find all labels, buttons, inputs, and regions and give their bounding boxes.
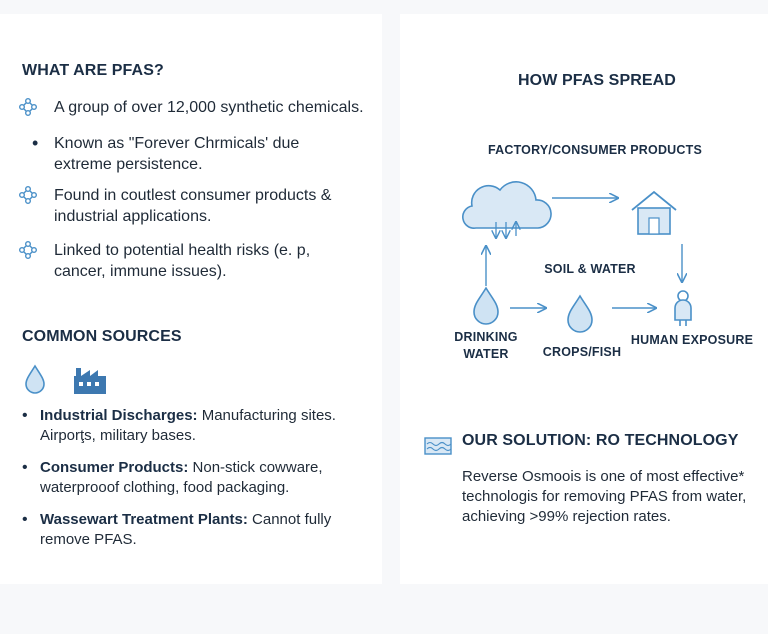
drinking-label-line-2: WATER xyxy=(463,347,509,361)
pfas-bullet-text: Known as "Forever Chrmicals' due extreme persistence. xyxy=(54,135,300,173)
pfas-bullet xyxy=(18,97,368,118)
source-item-label: Consumer Products: xyxy=(40,459,189,476)
bullet-dot-icon: • xyxy=(22,459,28,476)
source-icons xyxy=(22,362,112,396)
solution-heading: OUR SOLUTION: RO TECHNOLOGY xyxy=(462,432,739,449)
crops-fish-drop-icon xyxy=(568,296,592,332)
molecule-icon xyxy=(18,240,38,260)
drinking-label-line-1: DRINKING xyxy=(454,330,518,344)
pfas-bullet xyxy=(18,133,368,175)
source-item-text: Non-stick cowware, waterprooof clothing, food packaging. xyxy=(40,459,323,496)
how-pfas-spread-heading: HOW PFAS SPREAD xyxy=(518,72,676,89)
source-item-text: Manufacturing sites. Airporţs, military bases. xyxy=(40,407,336,444)
bullet-dot-icon: • xyxy=(22,407,28,424)
source-item xyxy=(22,510,332,550)
soil-water-label: SOIL & WATER xyxy=(544,262,636,276)
factory-icon xyxy=(74,368,106,394)
molecule-icon xyxy=(18,185,38,205)
ro-membrane-icon xyxy=(424,436,452,456)
crops-fish-label: CROPS/FISH xyxy=(542,345,622,359)
water-drop-icon xyxy=(26,366,44,393)
source-item-label: Industrial Discharges: xyxy=(40,407,198,424)
source-item-label: Wassewart Treatment Plants: xyxy=(40,511,248,528)
common-sources-heading: COMMON SOURCES xyxy=(22,328,182,345)
drinking-water-drop-icon xyxy=(474,288,498,324)
pfas-bullet xyxy=(18,240,368,282)
source-item-text: Cannot fully remove PFAS. xyxy=(40,511,332,548)
bullet-dot-icon: • xyxy=(22,511,28,528)
molecule-icon xyxy=(18,97,38,117)
source-item xyxy=(22,406,372,446)
human-exposure-label: HUMAN EXPOSURE xyxy=(630,333,754,347)
pfas-bullet-text: Found in coutlest consumer products & industrial applications. xyxy=(54,187,332,225)
house-icon xyxy=(632,192,676,234)
cloud-icon xyxy=(463,182,551,238)
factory-products-label: FACTORY/CONSUMER PRODUCTS xyxy=(487,143,703,157)
pfas-bullet-text: Linked to potential health risks (e. p, cancer, immune issues). xyxy=(54,242,311,280)
pfas-bullet-text: A group of over 12,000 synthetic chemicals. xyxy=(54,99,364,116)
bullet-dot-icon: • xyxy=(32,133,39,153)
pfas-bullet xyxy=(18,185,368,227)
what-are-pfas-heading: WHAT ARE PFAS? xyxy=(22,62,164,79)
solution-text: Reverse Osmoois is one of most effective* technologis for removing PFAS from water, achieving >99% rejection rates. xyxy=(462,468,747,525)
human-icon xyxy=(675,291,691,326)
source-item xyxy=(22,458,372,498)
